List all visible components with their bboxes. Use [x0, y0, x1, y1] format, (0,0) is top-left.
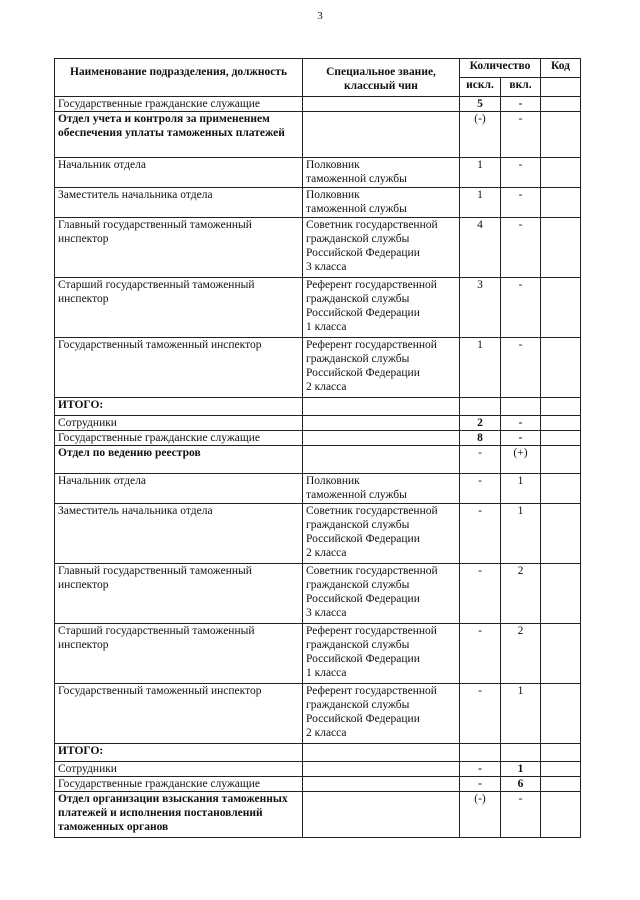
table-body [55, 97, 581, 838]
table-row [55, 338, 581, 398]
table-row [55, 744, 581, 762]
row-code [541, 338, 581, 398]
row-incl: 2 [501, 564, 541, 624]
row-rank: Советник государственной гражданской службы Российской Федерации 3 класса [303, 218, 460, 278]
row-excl [460, 744, 501, 762]
row-excl: 1 [460, 338, 501, 398]
table-row [55, 431, 581, 446]
row-incl: - [501, 188, 541, 218]
row-code [541, 762, 581, 777]
row-incl: 1 [501, 684, 541, 744]
header-code: Код [541, 59, 581, 78]
table-row [55, 624, 581, 684]
row-incl: (+) [501, 446, 541, 474]
row-name: Государственные гражданские служащие [55, 777, 303, 792]
row-excl: 2 [460, 416, 501, 431]
row-code [541, 744, 581, 762]
row-rank [303, 97, 460, 112]
staff-table [54, 58, 581, 838]
row-excl: - [460, 777, 501, 792]
row-rank: Полковник таможенной службы [303, 188, 460, 218]
row-rank [303, 398, 460, 416]
row-incl: - [501, 278, 541, 338]
row-rank: Советник государственной гражданской службы Российской Федерации 3 класса [303, 564, 460, 624]
row-code [541, 564, 581, 624]
table-row [55, 398, 581, 416]
row-name: Отдел организации взыскания таможенных платежей и исполнения постановлений таможенных органов [55, 792, 303, 838]
row-incl: - [501, 792, 541, 838]
row-code [541, 158, 581, 188]
row-incl: 1 [501, 474, 541, 504]
table-row [55, 504, 581, 564]
row-rank [303, 431, 460, 446]
row-incl: - [501, 112, 541, 158]
table-row [55, 188, 581, 218]
row-excl: 1 [460, 188, 501, 218]
row-excl: - [460, 624, 501, 684]
row-rank: Советник государственной гражданской службы Российской Федерации 2 класса [303, 504, 460, 564]
row-name: Сотрудники [55, 762, 303, 777]
row-excl: - [460, 564, 501, 624]
row-name: Заместитель начальника отдела [55, 504, 303, 564]
table-header [55, 59, 581, 97]
row-rank [303, 744, 460, 762]
row-excl: 4 [460, 218, 501, 278]
row-incl [501, 744, 541, 762]
row-excl: 1 [460, 158, 501, 188]
row-name: Государственный таможенный инспектор [55, 338, 303, 398]
row-rank [303, 112, 460, 158]
row-name: Отдел учета и контроля за применением обеспечения уплаты таможенных платежей [55, 112, 303, 158]
row-code [541, 431, 581, 446]
row-incl: 1 [501, 504, 541, 564]
row-incl: - [501, 431, 541, 446]
row-code [541, 416, 581, 431]
table-row [55, 218, 581, 278]
table-row [55, 684, 581, 744]
row-incl: 2 [501, 624, 541, 684]
row-name: Сотрудники [55, 416, 303, 431]
row-code [541, 504, 581, 564]
row-excl: (-) [460, 792, 501, 838]
table-row [55, 278, 581, 338]
row-code [541, 777, 581, 792]
table-row [55, 792, 581, 838]
row-name: Старший государственный таможенный инспектор [55, 624, 303, 684]
row-rank [303, 777, 460, 792]
row-name: Старший государственный таможенный инспектор [55, 278, 303, 338]
row-excl: - [460, 762, 501, 777]
row-excl: 3 [460, 278, 501, 338]
row-code [541, 97, 581, 112]
row-rank [303, 446, 460, 474]
header-name: Наименование подразделения, должность [55, 59, 303, 97]
row-code [541, 398, 581, 416]
row-rank [303, 792, 460, 838]
row-rank: Референт государственной гражданской службы Российской Федерации 2 класса [303, 684, 460, 744]
row-incl: - [501, 338, 541, 398]
row-code [541, 278, 581, 338]
row-rank: Референт государственной гражданской службы Российской Федерации 1 класса [303, 278, 460, 338]
header-code-empty [541, 78, 581, 97]
row-rank: Референт государственной гражданской службы Российской Федерации 2 класса [303, 338, 460, 398]
table-row [55, 416, 581, 431]
row-excl [460, 398, 501, 416]
table-row [55, 762, 581, 777]
row-name: Начальник отдела [55, 158, 303, 188]
header-excl: искл. [460, 78, 501, 97]
row-name: Государственные гражданские служащие [55, 97, 303, 112]
row-excl: 5 [460, 97, 501, 112]
row-code [541, 474, 581, 504]
row-incl: 6 [501, 777, 541, 792]
row-name: ИТОГО: [55, 744, 303, 762]
table-row [55, 777, 581, 792]
row-incl: - [501, 416, 541, 431]
row-excl: - [460, 446, 501, 474]
row-code [541, 112, 581, 158]
row-rank [303, 762, 460, 777]
table-row [55, 97, 581, 112]
table-row [55, 112, 581, 158]
row-excl: - [460, 474, 501, 504]
row-rank: Референт государственной гражданской службы Российской Федерации 1 класса [303, 624, 460, 684]
row-incl: 1 [501, 762, 541, 777]
table-row [55, 446, 581, 474]
row-excl: 8 [460, 431, 501, 446]
row-excl: (-) [460, 112, 501, 158]
row-excl: - [460, 684, 501, 744]
row-code [541, 624, 581, 684]
table-row [55, 474, 581, 504]
page-number: 3 [317, 10, 323, 22]
row-rank: Полковник таможенной службы [303, 158, 460, 188]
row-name: Заместитель начальника отдела [55, 188, 303, 218]
row-code [541, 218, 581, 278]
row-name: Главный государственный таможенный инспектор [55, 564, 303, 624]
row-excl: - [460, 504, 501, 564]
row-incl: - [501, 218, 541, 278]
row-name: Начальник отдела [55, 474, 303, 504]
header-rank: Специальное звание, классный чин [303, 59, 460, 97]
header-incl: вкл. [501, 78, 541, 97]
row-code [541, 446, 581, 474]
table-row [55, 158, 581, 188]
row-code [541, 188, 581, 218]
row-rank: Полковник таможенной службы [303, 474, 460, 504]
table-row [55, 564, 581, 624]
row-rank [303, 416, 460, 431]
row-incl [501, 398, 541, 416]
header-quantity: Количество [460, 59, 541, 78]
row-code [541, 684, 581, 744]
row-name: Государственный таможенный инспектор [55, 684, 303, 744]
row-incl: - [501, 97, 541, 112]
row-name: ИТОГО: [55, 398, 303, 416]
row-name: Главный государственный таможенный инспектор [55, 218, 303, 278]
row-name: Государственные гражданские служащие [55, 431, 303, 446]
row-incl: - [501, 158, 541, 188]
row-code [541, 792, 581, 838]
row-name: Отдел по ведению реестров [55, 446, 303, 474]
